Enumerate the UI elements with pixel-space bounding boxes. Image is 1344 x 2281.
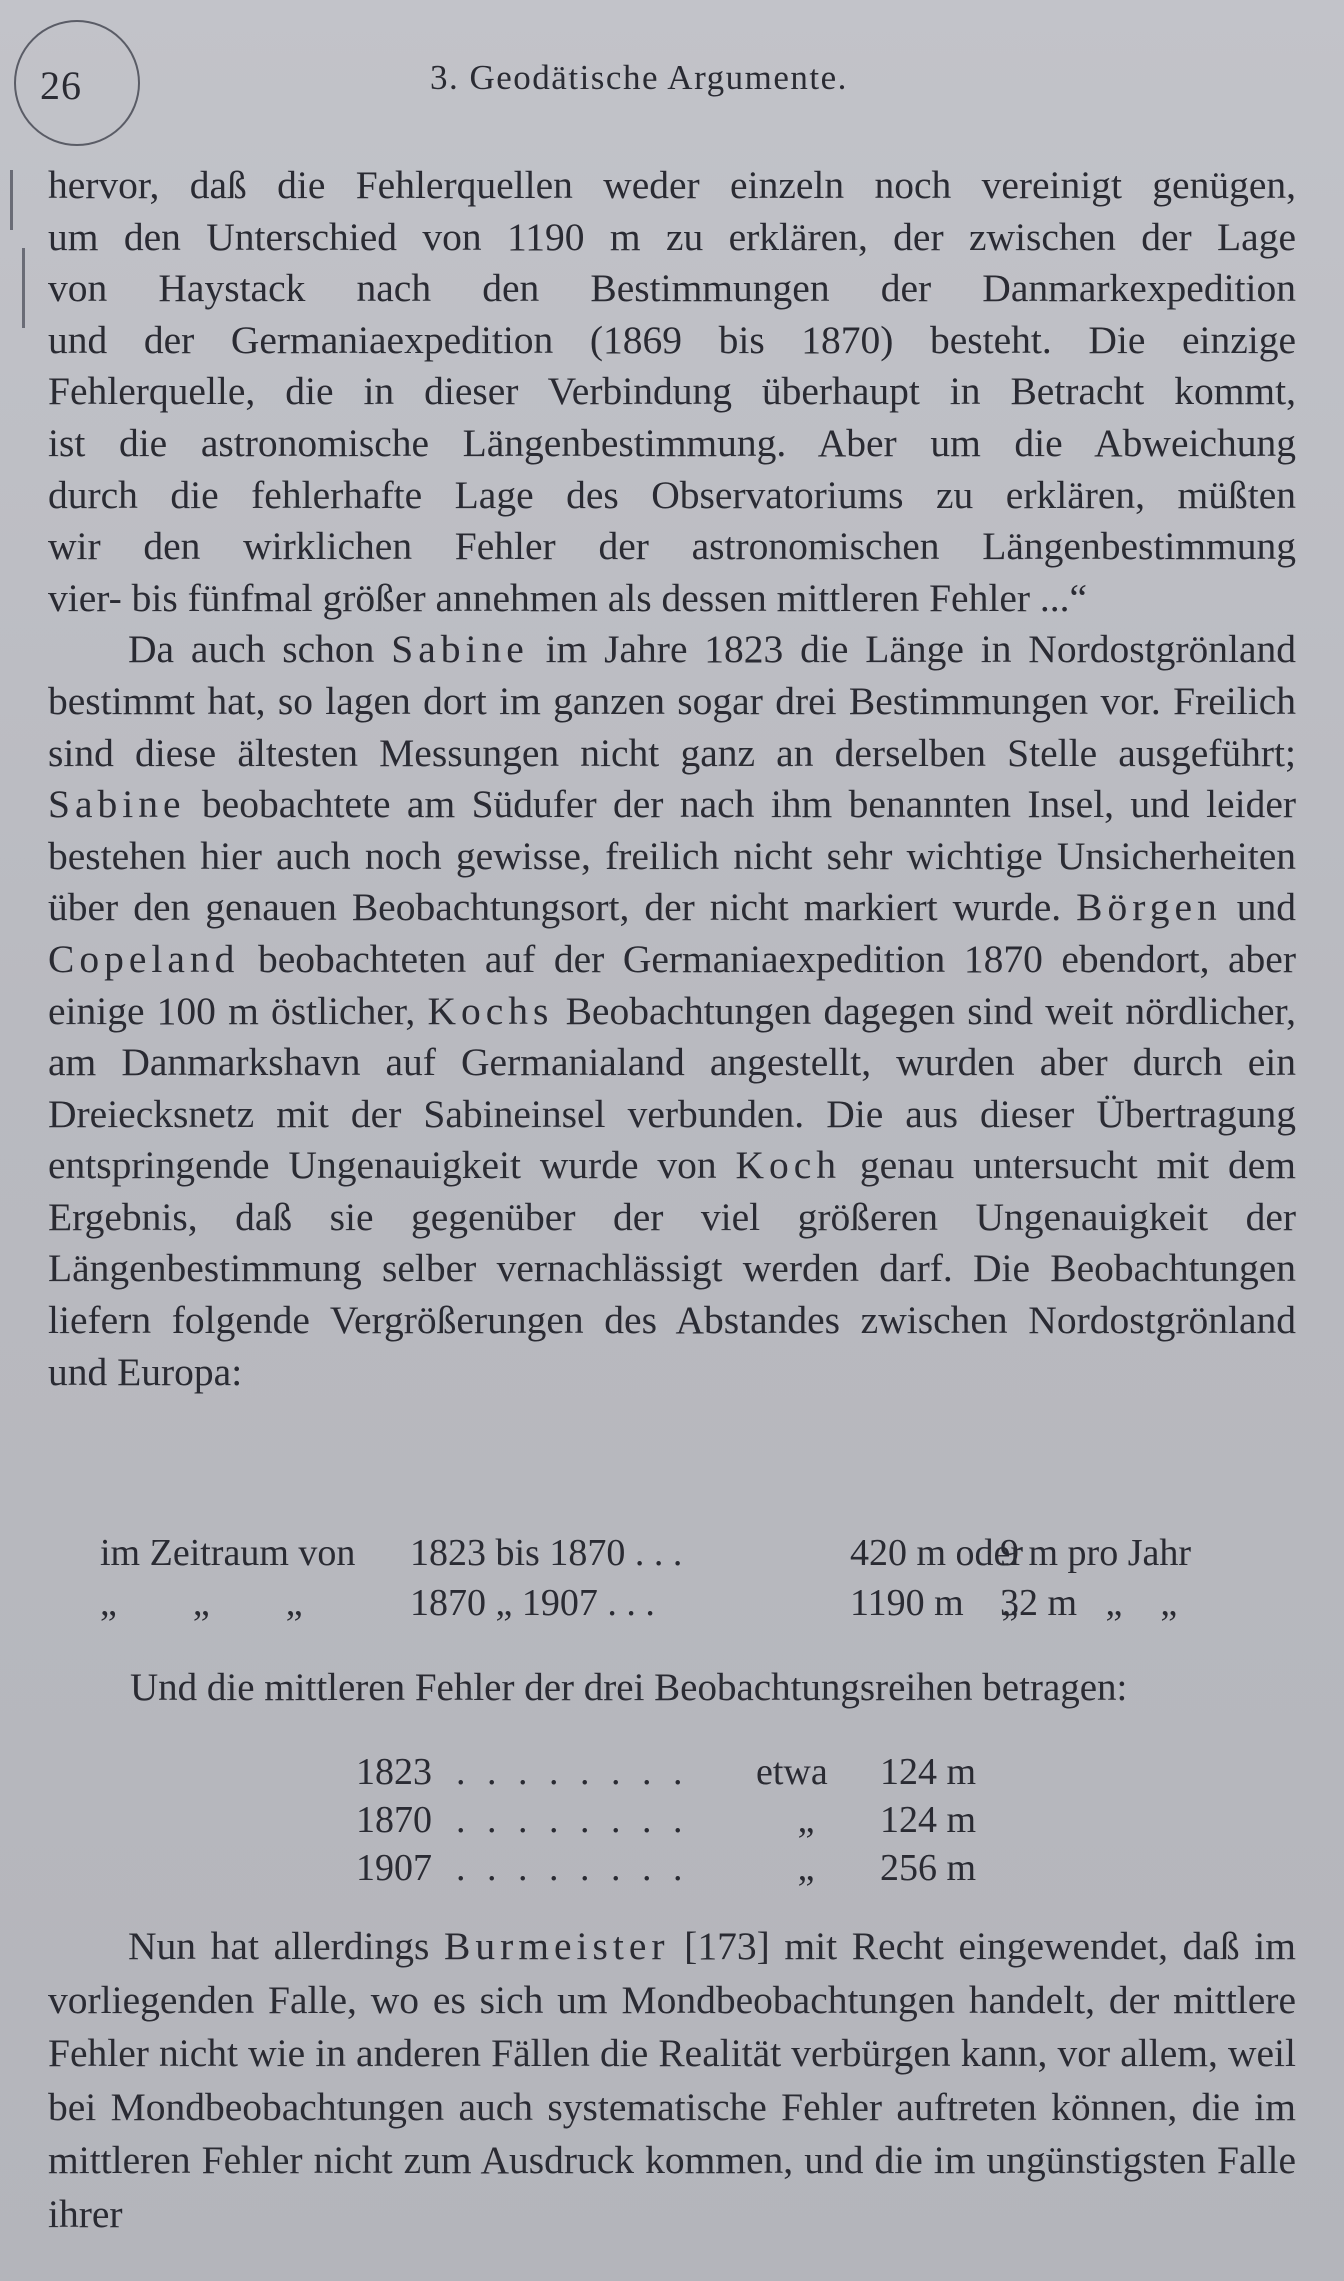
person-name: Copeland	[48, 936, 240, 981]
paragraph	[48, 1920, 1296, 2242]
text-line: und der Germaniaexpedition (1869 bis 1870) besteht. Die einzige	[48, 317, 1296, 362]
error-value: 256 m	[879, 1847, 976, 1889]
leader-dots: . . . . . . . .	[456, 1847, 689, 1889]
person-name: Sabine	[48, 782, 186, 827]
text-line: vier- bis fünfmal größer annehmen als dessen mittleren Fehler ...“	[48, 575, 1088, 620]
rate: 32 m „ „	[1000, 1582, 1178, 1624]
leader-dots: . . . . . . . .	[456, 1751, 689, 1793]
text-run: beobachtete am Südufer der nach ihm benannten Insel, und leider bestehen hier auch noch gewisse, freilich nicht sehr wichtige Unsicherheiten über den genauen Beobachtungsort, der nicht markiert wurde.	[48, 782, 1296, 930]
leader-dots: . . . . . . . .	[456, 1799, 689, 1841]
person-name: Kochs	[427, 988, 554, 1033]
period-label: im Zeitraum von	[100, 1532, 356, 1574]
distance: 420 m oder	[850, 1532, 1024, 1574]
table-row	[100, 1528, 1260, 1578]
paragraph-continued	[48, 160, 1296, 624]
period-range: 1823 bis 1870 . . .	[410, 1532, 683, 1574]
error-table	[356, 1748, 976, 1892]
qualifier: „	[797, 1799, 815, 1841]
text-line: ist die astronomische Längenbestimmung. Aber um die Abweichung	[48, 420, 1296, 465]
text-line: wir den wirklichen Fehler der astronomischen Längenbestimmung	[48, 524, 1296, 569]
rate: 9 m pro Jahr	[1000, 1532, 1192, 1574]
text-run: beobachteten auf der Germaniaexpedition 1870 ebendort, aber einige 100 m östlicher,	[48, 936, 1296, 1033]
period-range: 1870 „ 1907 . . .	[410, 1582, 655, 1624]
errors-intro: Und die mittleren Fehler der drei Beobachtungsreihen betragen:	[130, 1666, 1128, 1709]
margin-pencil-mark	[10, 170, 13, 230]
text-run: Da auch schon	[128, 627, 392, 672]
person-name: Börgen	[1076, 885, 1222, 930]
margin-pencil-mark	[22, 248, 25, 328]
table-row	[100, 1578, 1260, 1628]
person-name: Sabine	[391, 627, 529, 672]
person-name: Burmeister	[444, 1924, 670, 1968]
text-line: hervor, daß die Fehlerquellen weder einzeln noch vereinigt genügen,	[48, 163, 1296, 207]
qualifier: etwa	[756, 1751, 828, 1793]
text-run: Beobachtungen dagegen sind weit nördlicher, am Danmarkshavn auf Germanialand angestellt, wurden aber durch ein Dreiecksnetz mit der Sabineinsel verbunden. Die aus dieser Übertragung entspringende Ungenauigkeit wurde von	[48, 988, 1297, 1188]
page-number: 26	[40, 63, 82, 108]
body-text	[48, 160, 1296, 1398]
body-text-lower	[48, 1920, 1296, 2242]
year: 1870	[356, 1799, 432, 1841]
distance: 1190 m „	[850, 1582, 1019, 1624]
text-run: im Jahre 1823 die Länge in Nordostgrönland bestimmt hat, so lagen dort im ganzen sogar drei Bestimmungen vor. Freilich sind diese ältesten Messungen nicht ganz an derselben Stelle ausgeführt;	[48, 627, 1296, 775]
text-run: und	[1221, 885, 1297, 930]
table-row	[356, 1844, 976, 1892]
table-row	[356, 1748, 976, 1796]
text-run: [173] mit Recht eingewendet, daß im vorliegenden Falle, wo es sich um Mondbeobachtungen handelt, der mittlere Fehler nicht wie in anderen Fällen die Realität verbürgen kann, vor allem, weil bei Mondbeobachtungen auch systematische Fehler auftreten können, die im mittleren Fehler nicht zum Ausdruck kommen, und die im ungünstigsten Falle ihrer	[48, 1924, 1296, 2236]
measurement-table	[100, 1528, 1260, 1628]
paragraph	[48, 624, 1296, 1398]
text-line: durch die fehlerhafte Lage des Observatoriums zu erklären, müßten	[48, 472, 1296, 517]
qualifier: „	[797, 1847, 815, 1889]
person-name: Koch	[735, 1143, 842, 1188]
text-run: genau untersucht mit dem Ergebnis, daß sie gegenüber der viel größeren Ungenauigkeit der Längenbestimmung selber vernachlässigt werden darf. Die Beobachtungen liefern folgende Vergrößerungen des Abstandes zwischen Nordostgrönland und Europa:	[48, 1143, 1296, 1394]
text-line: Fehlerquelle, die in dieser Verbindung überhaupt in Betracht kommt,	[48, 369, 1296, 414]
error-value: 124 m	[879, 1799, 976, 1841]
text-run: Nun hat allerdings	[128, 1924, 444, 1968]
error-value: 124 m	[879, 1751, 976, 1793]
text-line: von Haystack nach den Bestimmungen der Danmarkexpedition	[48, 266, 1296, 311]
period-label: „ „ „	[100, 1582, 303, 1624]
year: 1823	[356, 1751, 432, 1793]
year: 1907	[356, 1847, 432, 1889]
table-row	[356, 1796, 976, 1844]
text-line: um den Unterschied von 1190 m zu erklären, der zwischen der Lage	[48, 214, 1296, 259]
running-head: 3. Geodätische Argumente.	[430, 58, 848, 97]
